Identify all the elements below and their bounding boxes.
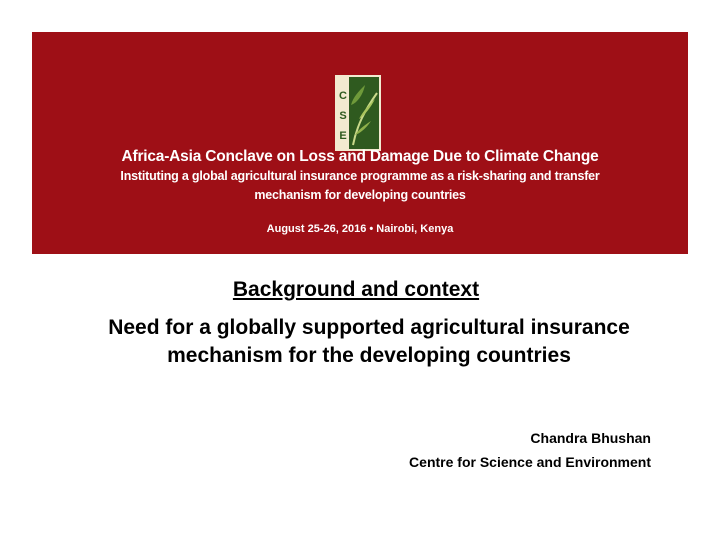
conference-title: Africa-Asia Conclave on Loss and Damage Due to Climate Change (121, 148, 599, 165)
svg-text:S: S (339, 110, 347, 122)
author-name: Chandra Bhushan (530, 430, 651, 446)
slide-subtitle: Need for a globally supported agricultural insurance mechanism for the developing countries (108, 316, 630, 367)
svg-text:C: C (339, 90, 347, 102)
conference-banner (32, 32, 688, 254)
conference-subtitle-line-1: Instituting a global agricultural insurance programme as a risk-sharing and transfer (120, 169, 600, 183)
conference-date-location: August 25-26, 2016 • Nairobi, Kenya (266, 223, 454, 235)
cse-logo-icon (335, 75, 381, 151)
slide-heading: Background and context (232, 278, 480, 301)
conference-subtitle-line-2: mechanism for developing countries (254, 188, 466, 202)
logo-letters (339, 90, 347, 142)
svg-text:E: E (339, 130, 347, 142)
author-organization: Centre for Science and Environment (409, 454, 651, 470)
